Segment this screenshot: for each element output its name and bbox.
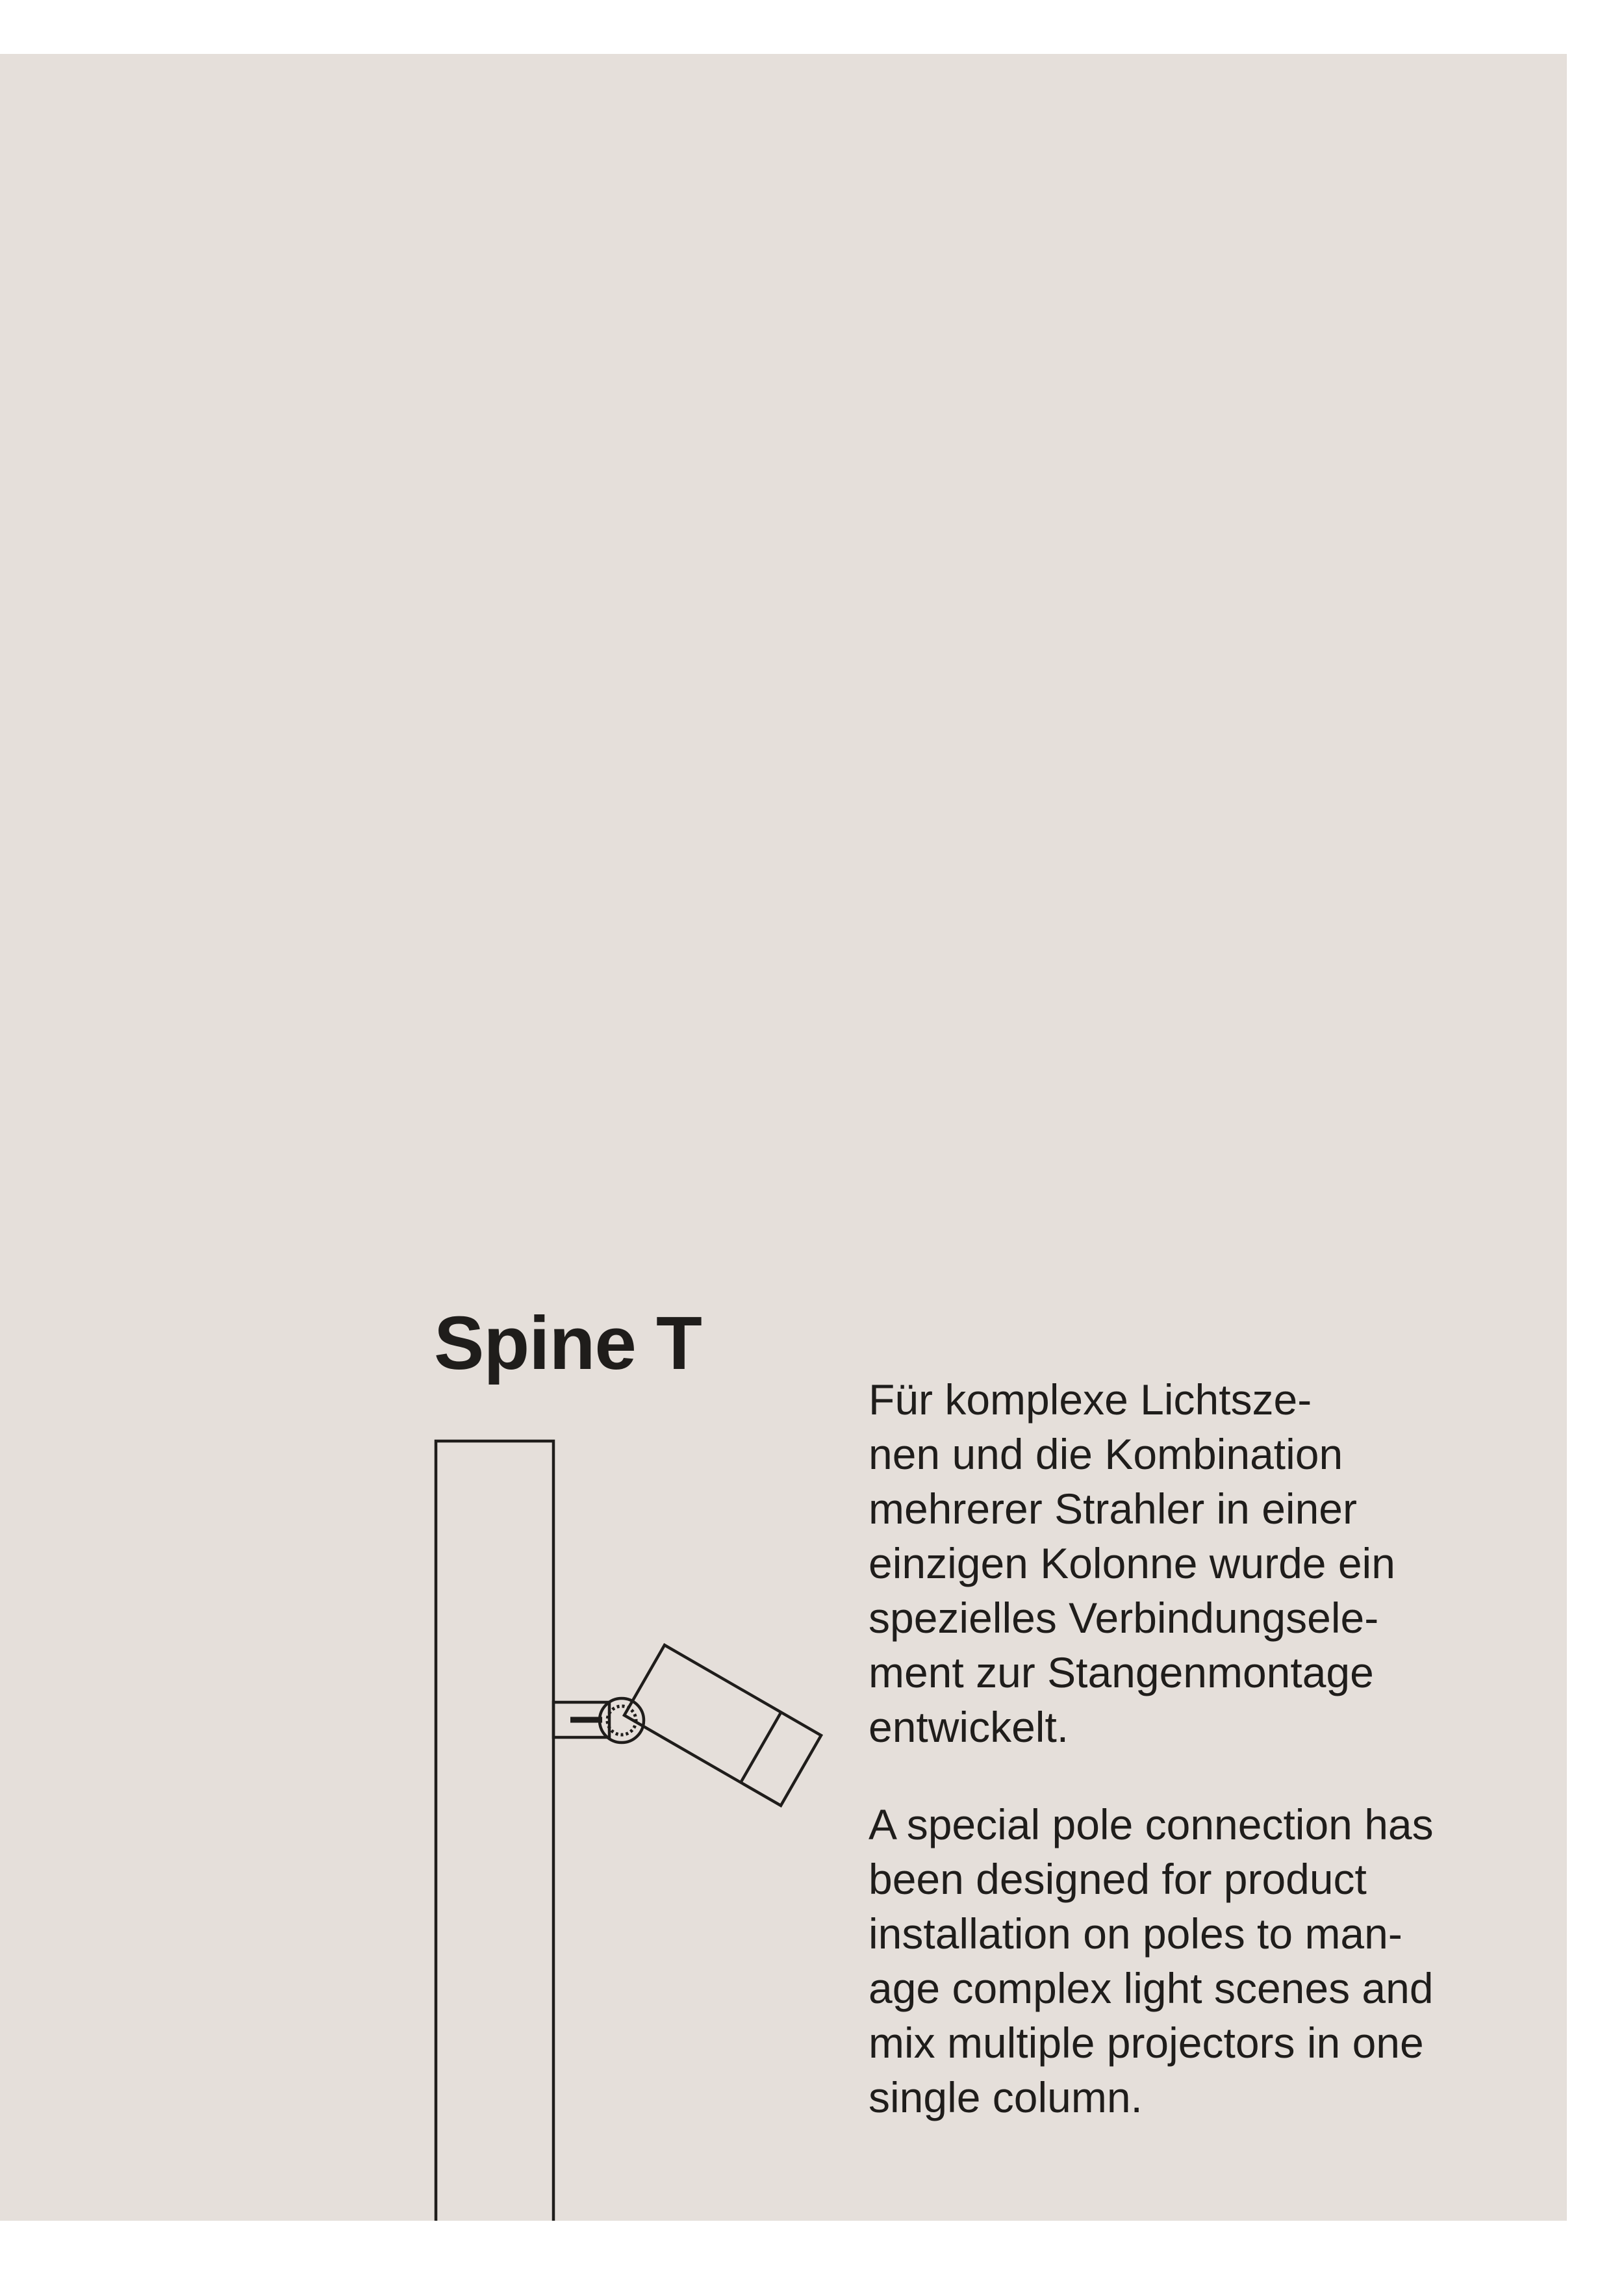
description-line: mehrerer Strahler in einer — [869, 1485, 1357, 1533]
description-line: spezielles Verbindungsele- — [869, 1594, 1379, 1642]
description-line: ment zur Stangenmontage — [869, 1648, 1374, 1696]
description-line: single column. — [869, 2073, 1143, 2121]
description-line: entwickelt. — [869, 1703, 1069, 1751]
description-line: installation on poles to man- — [869, 1910, 1402, 1958]
product-title: Spine T — [434, 1301, 702, 1385]
projector-lens-ring — [741, 1713, 781, 1783]
description-line: A special pole connection has — [869, 1800, 1434, 1848]
description-line: Für komplexe Lichtsze- — [869, 1375, 1312, 1424]
description-line: nen und die Kombination — [869, 1430, 1343, 1478]
description-line: mix multiple projectors in one — [869, 2019, 1424, 2067]
pole-outline — [436, 1441, 553, 2221]
description-english — [869, 1797, 1544, 2125]
spine-t-pole-drawing — [416, 1429, 844, 2221]
description-line: einzigen Kolonne wurde ein — [869, 1539, 1395, 1587]
description-line: age complex light scenes and — [869, 1964, 1434, 2012]
description-line: been designed for product — [869, 1855, 1367, 1903]
projector-head — [624, 1645, 821, 1806]
description-german — [869, 1372, 1544, 1754]
